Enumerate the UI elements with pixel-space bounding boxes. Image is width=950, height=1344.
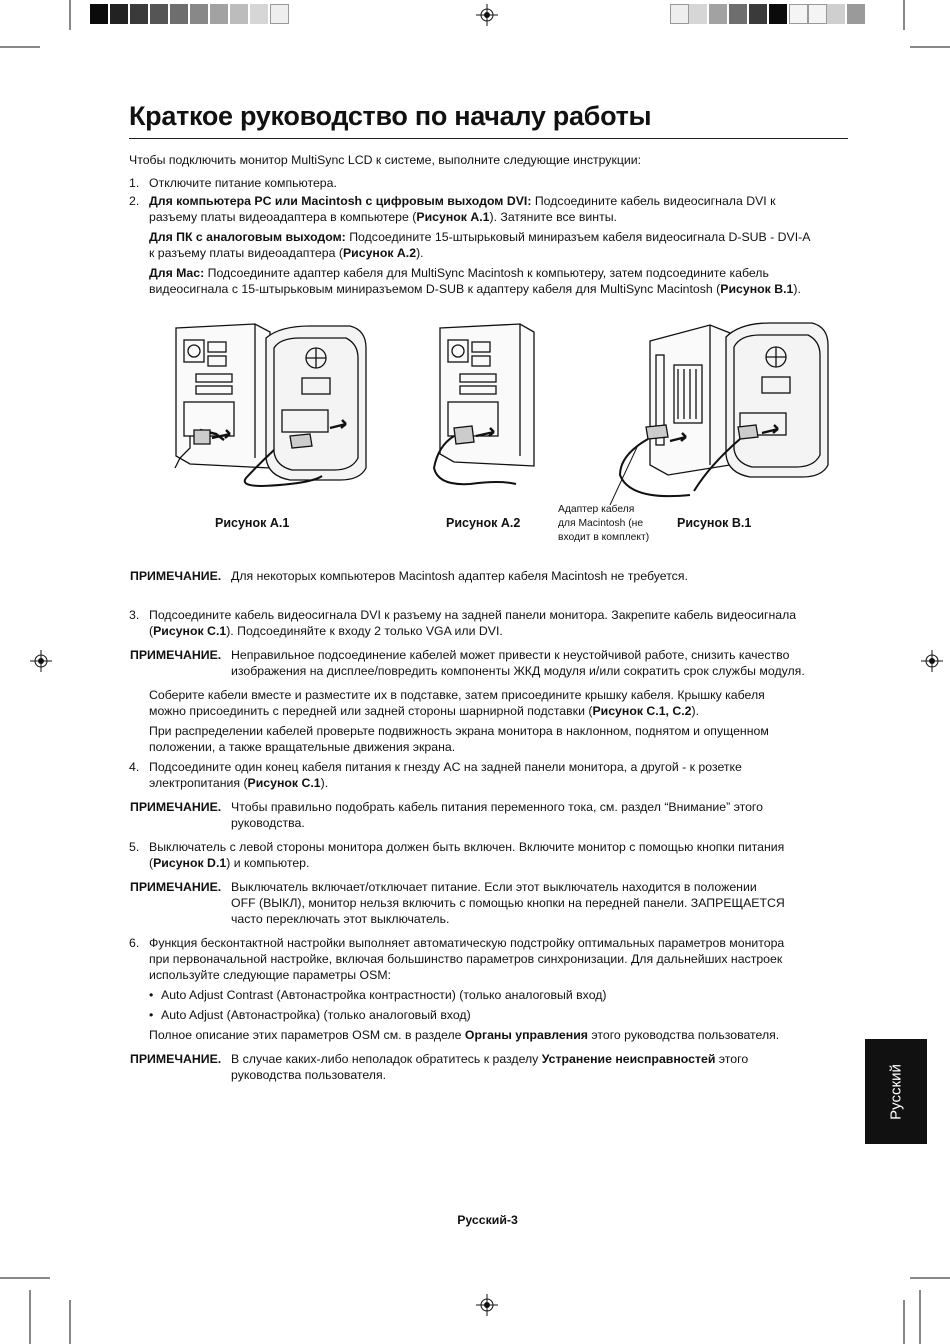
step2-analog-ref: Рисунок A.2: [342, 246, 417, 260]
adapter-callout-line1: Адаптер кабеля: [558, 504, 635, 515]
note3-label: ПРИМЕЧАНИЕ.: [130, 800, 222, 814]
cables-line1: Соберите кабели вместе и разместите их в подставке, затем присоедините крышку кабеля. Крышку кабеля: [149, 688, 765, 702]
figure-a1-illustration: [170, 318, 370, 493]
note2-line2: изображения на дисплее/повредить компоненты ЖКД модуля и/или сократить срок службы модуля.: [231, 664, 805, 678]
note2-line1: Неправильное подсоединение кабелей может привести к неустойчивой работе, снизить качество: [231, 648, 790, 662]
step2-mac-line1: [149, 265, 769, 282]
step4-number: 4.: [129, 760, 140, 774]
step2-mac-text-1: Подсоедините адаптер кабеля для MultiSync Macintosh к компьютеру, затем подсоедините кабель: [207, 266, 769, 280]
cables-text-3: ).: [691, 704, 700, 718]
step2-mac-heading: Для Mac:: [149, 266, 205, 280]
step2-mac-line2: [149, 281, 801, 298]
step2-pc-text-2: разъему платы видеоадаптера в компьютере (: [149, 210, 417, 224]
bullet-dot-2: •: [149, 1008, 154, 1022]
step2-analog-text-3: ).: [416, 246, 424, 260]
note5-text-b: этого: [715, 1052, 749, 1066]
figure-a2-caption: Рисунок A.2: [446, 516, 521, 530]
cables-line2: [149, 703, 699, 720]
step4-ref: Рисунок C.1: [247, 776, 321, 790]
step2-mac-ref: Рисунок B.1: [720, 282, 794, 296]
step2-mac-text-3: ).: [793, 282, 801, 296]
step3-text-2a: (: [149, 624, 154, 638]
step4-text-2b: ).: [320, 776, 329, 790]
osm-bullet-1: Auto Adjust Contrast (Автонастройка контрастности) (только аналоговый вход): [161, 988, 607, 1002]
step1-number: 1.: [129, 176, 140, 190]
note1-text: Для некоторых компьютеров Macintosh адаптер кабеля Macintosh не требуется.: [231, 569, 688, 583]
note1-label: ПРИМЕЧАНИЕ.: [130, 569, 222, 583]
page-number: Русский-3: [457, 1213, 518, 1227]
step3-number: 3.: [129, 608, 140, 622]
adapter-callout-line3: входит в комплект): [558, 532, 650, 543]
step2-pc-text-3: ). Затяните все винты.: [489, 210, 617, 224]
osm-controls-ref: Органы управления: [464, 1028, 588, 1042]
cables-text-2: можно присоединить с передней или задней стороны шарнирной подставки (: [149, 704, 593, 718]
step6-line2: при первоначальной настройке, включая большинство параметров синхронизации. Для дальнейших настроек: [149, 952, 783, 966]
osm-text-a: Полное описание этих параметров OSM см. в разделе: [149, 1028, 465, 1042]
cables-ref: Рисунок C.1, C.2: [592, 704, 692, 718]
step2-number: 2.: [129, 194, 140, 208]
step5-ref: Рисунок D.1: [153, 856, 227, 870]
step2-pc-line1: [149, 193, 776, 210]
step5-text-2a: (: [149, 856, 154, 870]
step6-line1: Функция бесконтактной настройки выполняет автоматическую подстройку оптимальных параметров монитора: [149, 936, 785, 950]
note5-line2: руководства пользователя.: [231, 1068, 387, 1082]
step2-pc-line2: [149, 209, 617, 226]
bullet-dot-1: •: [149, 988, 154, 1002]
step4-text-2a: электропитания (: [149, 776, 248, 790]
step3-ref: Рисунок C.1: [153, 624, 227, 638]
note4-line3: часто переключать этот выключатель.: [231, 912, 450, 926]
note3-line1: Чтобы правильно подобрать кабель питания переменного тока, см. раздел “Внимание” этого: [231, 800, 763, 814]
step2-analog-heading: Для ПК с аналоговым выходом:: [149, 230, 346, 244]
figure-a2-illustration: [420, 318, 560, 493]
note3-line2: руководства.: [231, 816, 305, 830]
page-title: Краткое руководство по началу работы: [129, 101, 652, 131]
osm-bullet-2: Auto Adjust (Автонастройка) (только аналоговый вход): [161, 1008, 471, 1022]
step2-analog-line1: [149, 229, 810, 246]
step3-line1: Подсоедините кабель видеосигнала DVI к разъему на задней панели монитора. Закрепите кабель видеосигнала: [149, 608, 797, 622]
step4-line2: [149, 775, 328, 792]
note5-text-a: В случае каких-либо неполадок обратитесь к разделу: [231, 1052, 542, 1066]
note4-line1: Выключатель включает/отключает питание. Если этот выключатель находится в положении: [231, 880, 757, 894]
step2-pc-text-1: Подсоедините кабель видеосигнала DVI к: [534, 194, 776, 208]
check-line1: При распределении кабелей проверьте подвижность экрана монитора в наклонном, поднятом и опущенном: [149, 724, 769, 738]
step6-line3: используйте следующие параметры OSM:: [149, 968, 391, 982]
note4-label: ПРИМЕЧАНИЕ.: [130, 880, 222, 894]
step2-analog-text-1: Подсоедините 15-штырьковый миниразъем кабеля видеосигнала D-SUB - DVI-A: [349, 230, 811, 244]
language-side-tab: [865, 1039, 927, 1144]
step2-pc-ref: Рисунок A.1: [416, 210, 490, 224]
note2-label: ПРИМЕЧАНИЕ.: [130, 648, 222, 662]
note4-line2: OFF (ВЫКЛ), монитор нельзя включить с помощью кнопки на передней панели. ЗАПРЕЩАЕТСЯ: [231, 896, 785, 910]
step3-line2: [149, 623, 503, 640]
osm-reference: [149, 1027, 779, 1044]
step5-line2: [149, 855, 309, 872]
adapter-callout-line2: для Macintosh (не: [558, 518, 644, 529]
note5-troubleshooting-ref: Устранение неисправностей: [541, 1052, 716, 1066]
step2-mac-text-2: видеосигнала с 15-штырьковым миниразъемом D-SUB к адаптеру кабеля для MultiSync Macintosh (: [149, 282, 721, 296]
note5-line1: [231, 1051, 748, 1068]
check-line2: положении, а также вращательные движения экрана.: [149, 740, 456, 754]
step6-number: 6.: [129, 936, 140, 950]
step5-text-2b: ) и компьютер.: [226, 856, 310, 870]
title-rule: [129, 138, 848, 139]
step2-analog-line2: [149, 245, 424, 262]
osm-text-b: этого руководства пользователя.: [587, 1028, 780, 1042]
step5-line1: Выключатель с левой стороны монитора должен быть включен. Включите монитор с помощью кнопки питания: [149, 840, 785, 854]
figure-b1-caption: Рисунок B.1: [677, 516, 752, 530]
step3-text-2b: ). Подсоединяйте к входу 2 только VGA или DVI.: [226, 624, 503, 638]
step2-pc-heading: Для компьютера PC или Macintosh с цифровым выходом DVI:: [149, 194, 532, 208]
adapter-callout: [558, 503, 649, 545]
figure-a1-caption: Рисунок A.1: [215, 516, 290, 530]
intro-text: Чтобы подключить монитор MultiSync LCD к системе, выполните следующие инструкции:: [129, 153, 642, 167]
note5-label: ПРИМЕЧАНИЕ.: [130, 1052, 222, 1066]
step1-text: Отключите питание компьютера.: [149, 176, 337, 190]
figure-b1-illustration: [590, 315, 830, 505]
step5-number: 5.: [129, 840, 140, 854]
language-side-tab-label: Русский: [887, 1063, 905, 1120]
step2-analog-text-2: к разъему платы видеоадаптера (: [149, 246, 343, 260]
step4-line1: Подсоедините один конец кабеля питания к гнезду AC на задней панели монитора, а другой - к розетке: [149, 760, 742, 774]
